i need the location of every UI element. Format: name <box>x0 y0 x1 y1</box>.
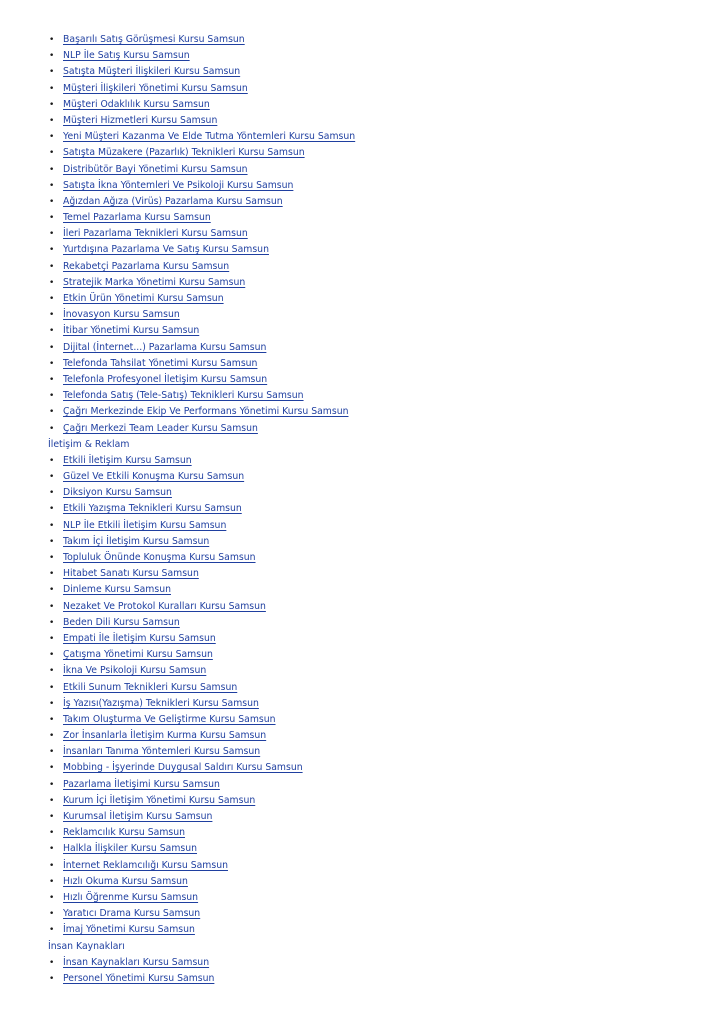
course-link[interactable]: Empati İle İletişim Kursu Samsun <box>63 632 216 644</box>
bullet-icon: • <box>49 698 55 709</box>
bullet-icon: • <box>49 407 55 418</box>
bullet-icon: • <box>49 277 55 288</box>
list-item <box>0 372 728 388</box>
course-link[interactable]: Etkili Sunum Teknikleri Kursu Samsun <box>63 681 238 693</box>
course-link[interactable]: Çağrı Merkezi Team Leader Kursu Samsun <box>63 422 258 434</box>
list-item <box>0 728 728 744</box>
list-item <box>0 955 728 971</box>
bullet-icon: • <box>49 148 55 159</box>
course-link[interactable]: Topluluk Önünde Konuşma Kursu Samsun <box>63 552 256 563</box>
bullet-icon: • <box>49 617 55 628</box>
course-link[interactable]: Stratejik Marka Yönetimi Kursu Samsun <box>63 276 246 288</box>
list-item <box>0 906 728 922</box>
bullet-icon: • <box>49 423 55 434</box>
course-list-page <box>0 32 728 987</box>
bullet-icon: • <box>49 213 55 224</box>
bullet-icon: • <box>49 779 55 790</box>
bullet-icon: • <box>49 666 55 677</box>
list-item <box>0 534 728 550</box>
list-item <box>0 64 728 80</box>
list-item <box>0 226 728 242</box>
list-item <box>0 453 728 469</box>
bullet-icon: • <box>49 488 55 499</box>
course-link[interactable]: Başarılı Satış Görüşmesi Kursu Samsun <box>63 34 245 45</box>
list-item <box>0 550 728 566</box>
bullet-icon: • <box>49 51 55 62</box>
course-link[interactable]: Mobbing - İşyerinde Duygusal Saldırı Kursu Samsun <box>63 762 303 774</box>
bullet-icon: • <box>49 731 55 742</box>
bullet-icon: • <box>49 795 55 806</box>
course-link[interactable]: Güzel Ve Etkili Konuşma Kursu Samsun <box>63 471 245 483</box>
course-link[interactable]: Takım Oluşturma Ve Geliştirme Kursu Samsun <box>63 713 276 725</box>
course-link[interactable]: Ağızdan Ağıza (Virüs) Pazarlama Kursu Samsun <box>63 195 283 207</box>
bullet-icon: • <box>49 229 55 240</box>
list-item <box>0 793 728 809</box>
list-item <box>0 599 728 615</box>
list-item <box>0 663 728 679</box>
bullet-icon: • <box>49 633 55 644</box>
list-item <box>0 145 728 161</box>
list-item <box>0 760 728 776</box>
course-link[interactable]: Müşteri Hizmetleri Kursu Samsun <box>63 114 218 126</box>
course-link[interactable]: İtibar Yönetimi Kursu Samsun <box>63 325 200 337</box>
bullet-icon: • <box>49 601 55 612</box>
course-link[interactable]: Halkla İlişkiler Kursu Samsun <box>63 843 198 855</box>
bullet-icon: • <box>49 196 55 207</box>
course-link[interactable]: Takım İçi İletişim Kursu Samsun <box>63 535 210 547</box>
bullet-icon: • <box>49 812 55 822</box>
list-item <box>0 178 728 194</box>
bullet-icon: • <box>49 261 55 272</box>
course-list <box>0 955 728 987</box>
list-item <box>0 340 728 356</box>
section-heading-iletisim-reklam: İletişim & Reklam <box>48 438 130 450</box>
list-item <box>0 162 728 178</box>
course-link[interactable]: Müşteri Odaklılık Kursu Samsun <box>63 98 210 110</box>
course-link[interactable]: Pazarlama İletişimi Kursu Samsun <box>63 778 220 790</box>
list-item <box>0 874 728 890</box>
course-link[interactable]: Satışta Müzakere (Pazarlık) Teknikleri Kursu Samsun <box>63 147 305 159</box>
bullet-icon: • <box>49 374 55 385</box>
bullet-icon: • <box>49 455 55 466</box>
list-item <box>0 404 728 420</box>
bullet-icon: • <box>49 180 55 191</box>
bullet-icon: • <box>49 342 55 353</box>
course-link[interactable]: NLP İle Satış Kursu Samsun <box>63 50 190 62</box>
list-item <box>0 388 728 404</box>
list-item <box>0 890 728 906</box>
bullet-icon: • <box>49 892 55 903</box>
bullet-icon: • <box>49 844 55 855</box>
list-item <box>0 485 728 501</box>
course-link[interactable]: Diksiyon Kursu Samsun <box>63 487 172 499</box>
list-item <box>0 242 728 258</box>
list-item <box>0 210 728 226</box>
course-link[interactable]: Temel Pazarlama Kursu Samsun <box>63 212 211 224</box>
course-link[interactable]: Telefonda Satış (Tele-Satış) Teknikleri Kursu Samsun <box>63 390 304 402</box>
course-link[interactable]: Rekabetçi Pazarlama Kursu Samsun <box>63 260 230 272</box>
bullet-icon: • <box>49 472 55 483</box>
course-link[interactable]: Beden Dili Kursu Samsun <box>63 616 180 628</box>
bullet-icon: • <box>49 925 55 936</box>
course-link[interactable]: NLP İle Etkili İletişim Kursu Samsun <box>63 519 227 531</box>
list-item <box>0 744 728 760</box>
course-link[interactable]: Çatışma Yönetimi Kursu Samsun <box>63 649 213 661</box>
bullet-icon: • <box>49 294 55 304</box>
course-link[interactable]: Etkili Yazışma Teknikleri Kursu Samsun <box>63 503 242 515</box>
course-link[interactable]: Reklamcılık Kursu Samsun <box>63 827 186 839</box>
course-link[interactable]: İş Yazısı(Yazışma) Teknikleri Kursu Samsun <box>63 697 259 709</box>
list-item <box>0 81 728 97</box>
list-item <box>0 696 728 712</box>
course-link[interactable]: Personel Yönetimi Kursu Samsun <box>63 972 215 984</box>
bullet-icon: • <box>49 536 55 547</box>
course-link[interactable]: İnsan Kaynakları Kursu Samsun <box>63 956 210 968</box>
bullet-icon: • <box>49 35 55 45</box>
bullet-icon: • <box>49 682 55 693</box>
course-link[interactable]: Kurum İçi İletişim Yönetimi Kursu Samsun <box>63 794 256 806</box>
list-item <box>0 647 728 663</box>
bullet-icon: • <box>49 245 55 256</box>
bullet-icon: • <box>49 957 55 968</box>
course-link[interactable]: Zor İnsanlarla İletişim Kurma Kursu Samsun <box>63 730 267 742</box>
bullet-icon: • <box>49 569 55 580</box>
list-item <box>0 971 728 987</box>
bullet-icon: • <box>49 99 55 110</box>
bullet-icon: • <box>49 650 55 661</box>
course-link[interactable]: Etkili İletişim Kursu Samsun <box>63 454 192 466</box>
bullet-icon: • <box>49 585 55 596</box>
bullet-icon: • <box>49 326 55 337</box>
list-item <box>0 275 728 291</box>
bullet-icon: • <box>49 504 55 515</box>
list-item <box>0 97 728 113</box>
course-link[interactable]: Telefonda Tahsilat Yönetimi Kursu Samsun <box>63 357 258 369</box>
course-link[interactable]: Satışta İkna Yöntemleri Ve Psikoloji Kursu Samsun <box>63 179 294 191</box>
bullet-icon: • <box>49 164 55 175</box>
course-link[interactable]: İnternet Reklamcılığı Kursu Samsun <box>63 859 228 871</box>
course-link[interactable]: İkna Ve Psikoloji Kursu Samsun <box>63 665 207 677</box>
course-link[interactable]: İnsanları Tanıma Yöntemleri Kursu Samsun <box>63 746 261 758</box>
list-item <box>0 631 728 647</box>
bullet-icon: • <box>49 67 55 78</box>
list-item <box>0 582 728 598</box>
list-item <box>0 841 728 857</box>
course-link[interactable]: Hitabet Sanatı Kursu Samsun <box>63 568 199 580</box>
list-item <box>0 48 728 64</box>
bullet-icon: • <box>49 909 55 920</box>
list-item <box>0 259 728 275</box>
bullet-icon: • <box>49 310 55 321</box>
course-link[interactable]: Nezaket Ve Protokol Kuralları Kursu Samsun <box>63 600 266 612</box>
bullet-icon: • <box>49 973 55 984</box>
bullet-icon: • <box>49 860 55 871</box>
bullet-icon: • <box>49 553 55 563</box>
list-item <box>0 680 728 696</box>
course-link[interactable]: Kurumsal İletişim Kursu Samsun <box>63 811 213 822</box>
list-item <box>0 129 728 145</box>
list-item <box>0 323 728 339</box>
bullet-icon: • <box>49 763 55 774</box>
list-item <box>0 566 728 582</box>
course-link[interactable]: Hızlı Öğrenme Kursu Samsun <box>63 891 199 903</box>
list-item <box>0 825 728 841</box>
course-link[interactable]: Yeni Müşteri Kazanma Ve Elde Tutma Yöntemleri Kursu Samsun <box>63 131 356 143</box>
bullet-icon: • <box>49 520 55 531</box>
list-item <box>0 356 728 372</box>
list-item <box>0 501 728 517</box>
list-item <box>0 32 728 48</box>
course-link[interactable]: Dinleme Kursu Samsun <box>63 584 171 596</box>
course-link[interactable]: İleri Pazarlama Teknikleri Kursu Samsun <box>63 228 248 240</box>
list-item <box>0 809 728 825</box>
course-link[interactable]: Çağrı Merkezinde Ekip Ve Performans Yönetimi Kursu Samsun <box>63 406 349 418</box>
course-link[interactable]: Distribütör Bayi Yönetimi Kursu Samsun <box>63 163 248 175</box>
list-item <box>0 712 728 728</box>
course-link[interactable]: Müşteri İlişkileri Yönetimi Kursu Samsun <box>63 82 248 94</box>
list-item <box>0 307 728 323</box>
course-link[interactable]: Yurtdışına Pazarlama Ve Satış Kursu Samsun <box>63 244 269 256</box>
list-item <box>0 194 728 210</box>
course-link[interactable]: Hızlı Okuma Kursu Samsun <box>63 875 188 887</box>
list-item <box>0 469 728 485</box>
bullet-icon: • <box>49 391 55 402</box>
course-link[interactable]: Telefonla Profesyonel İletişim Kursu Samsun <box>63 373 268 385</box>
list-item <box>0 615 728 631</box>
bullet-icon: • <box>49 358 55 369</box>
bullet-icon: • <box>49 115 55 126</box>
course-list <box>0 32 728 437</box>
list-item <box>0 922 728 938</box>
list-item <box>0 291 728 307</box>
list-item <box>0 113 728 129</box>
course-link[interactable]: Yaratıcı Drama Kursu Samsun <box>63 908 201 920</box>
list-item <box>0 421 728 437</box>
bullet-icon: • <box>49 828 55 839</box>
course-link[interactable]: Satışta Müşteri İlişkileri Kursu Samsun <box>63 66 241 78</box>
list-item <box>0 858 728 874</box>
list-item <box>0 518 728 534</box>
bullet-icon: • <box>49 83 55 94</box>
course-link[interactable]: İnovasyon Kursu Samsun <box>63 309 180 321</box>
section-heading-insan-kaynaklari: İnsan Kaynakları <box>48 940 125 952</box>
course-link[interactable]: Etkin Ürün Yönetimi Kursu Samsun <box>63 293 224 304</box>
course-list <box>0 453 728 939</box>
bullet-icon: • <box>49 132 55 143</box>
bullet-icon: • <box>49 747 55 758</box>
course-link[interactable]: Dijital (İnternet...) Pazarlama Kursu Samsun <box>63 341 267 353</box>
list-item <box>0 777 728 793</box>
bullet-icon: • <box>49 714 55 725</box>
course-link[interactable]: İmaj Yönetimi Kursu Samsun <box>63 924 195 936</box>
bullet-icon: • <box>49 876 55 887</box>
